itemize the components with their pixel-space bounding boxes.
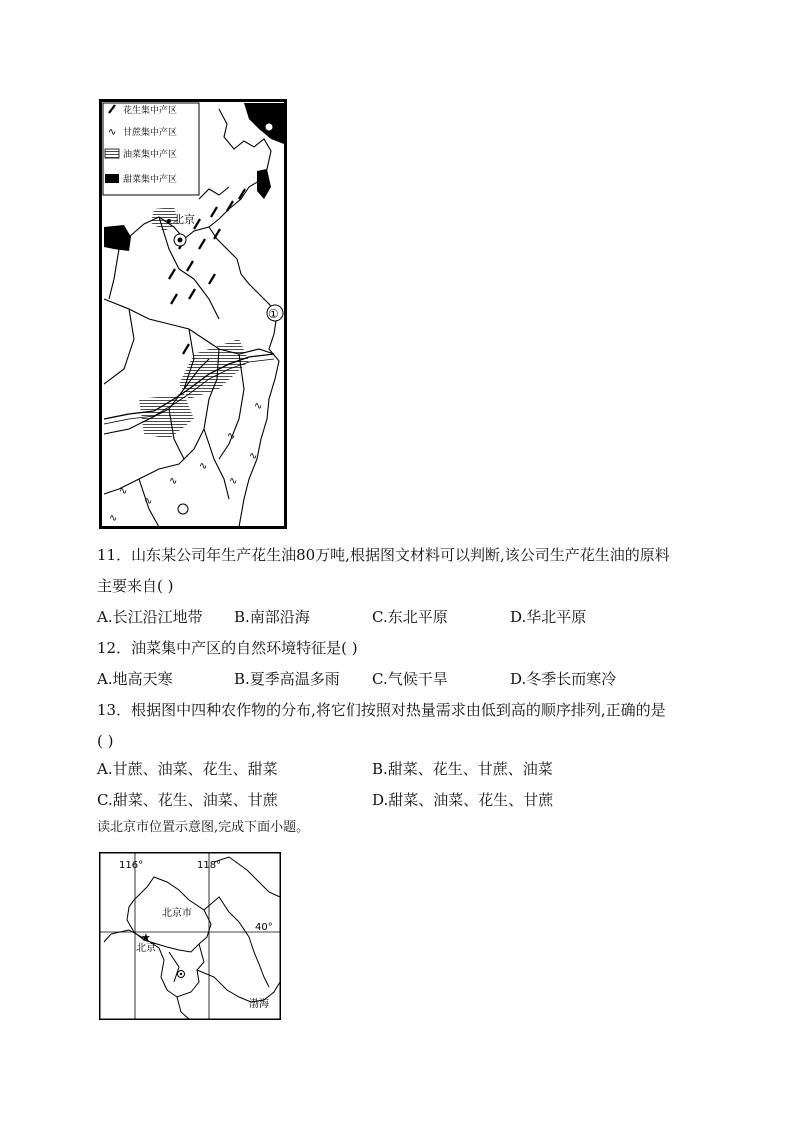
- svg-text:∿: ∿: [109, 513, 118, 524]
- q12-option-d[interactable]: D.冬季长而寒冷: [510, 670, 617, 688]
- q11-option-c[interactable]: C.东北平原: [372, 608, 448, 626]
- map1-circle-label: ①: [268, 307, 279, 321]
- lon-118-label: 118°: [197, 860, 222, 871]
- map2-capital-label: 北京: [136, 943, 156, 954]
- svg-text:∿: ∿: [119, 486, 128, 497]
- q13-option-b[interactable]: B.甜菜、花生、甘蔗、油菜: [372, 760, 553, 778]
- q11-option-d[interactable]: D.华北平原: [510, 608, 587, 626]
- svg-text:∿: ∿: [254, 401, 263, 412]
- q11-option-b[interactable]: B.南部沿海: [234, 608, 310, 626]
- q13-option-c[interactable]: C.甜菜、花生、油菜、甘蔗: [97, 791, 278, 809]
- map-legend: [103, 103, 199, 195]
- svg-text:∿: ∿: [108, 127, 117, 138]
- q13-option-a[interactable]: A.甘蔗、油菜、花生、甜菜: [97, 760, 278, 778]
- q12-option-c[interactable]: C.气候干旱: [372, 670, 448, 688]
- q13-option-d[interactable]: D.甜菜、油菜、花生、甘蔗: [372, 791, 554, 809]
- q12-option-a[interactable]: A.地高天寒: [97, 670, 173, 688]
- svg-text:∿: ∿: [199, 461, 208, 472]
- crop-distribution-map: [99, 99, 287, 529]
- legend-sugarcane: 甘蔗集中产区: [123, 128, 178, 138]
- legend-peanut: 花生集中产区: [123, 106, 178, 116]
- question-13: 13．根据图中四种农作物的分布,将它们按照对热量需求由低到高的顺序排列,正确的是: [97, 701, 666, 719]
- beijing-star-icon: ★: [141, 931, 151, 944]
- q12-option-b[interactable]: B.夏季高温多雨: [234, 670, 340, 688]
- svg-text:∿: ∿: [144, 496, 153, 507]
- svg-text:∿: ∿: [169, 476, 178, 487]
- svg-text:∿: ∿: [227, 431, 236, 442]
- beijing-location-map: [99, 852, 281, 1020]
- svg-text:∿: ∿: [229, 476, 238, 487]
- section-intro: 读北京市位置示意图,完成下面小题。: [97, 820, 310, 835]
- question-11: 11．山东某公司年生产花生油80万吨,根据图文材料可以判断,该公司生产花生油的原料: [97, 546, 670, 564]
- legend-sugarbeet: 甜菜集中产区: [123, 175, 178, 185]
- map1-beijing-label: 北京: [173, 213, 195, 226]
- legend-rapeseed: 油菜集中产区: [123, 150, 178, 160]
- map2-sea-label: 渤海: [249, 999, 269, 1010]
- lat-40-label: 40°: [255, 922, 273, 933]
- q11-option-a[interactable]: A.长江沿江地带: [97, 608, 203, 626]
- question-12: 12．油菜集中产区的自然环境特征是( ): [97, 639, 358, 657]
- lon-116-label: 116°: [119, 860, 144, 871]
- map2-city-label: 北京市: [162, 908, 192, 919]
- question-11-line2: 主要来自( ): [97, 577, 174, 595]
- svg-text:∿: ∿: [249, 451, 258, 462]
- question-13-line2: ( ): [97, 732, 114, 750]
